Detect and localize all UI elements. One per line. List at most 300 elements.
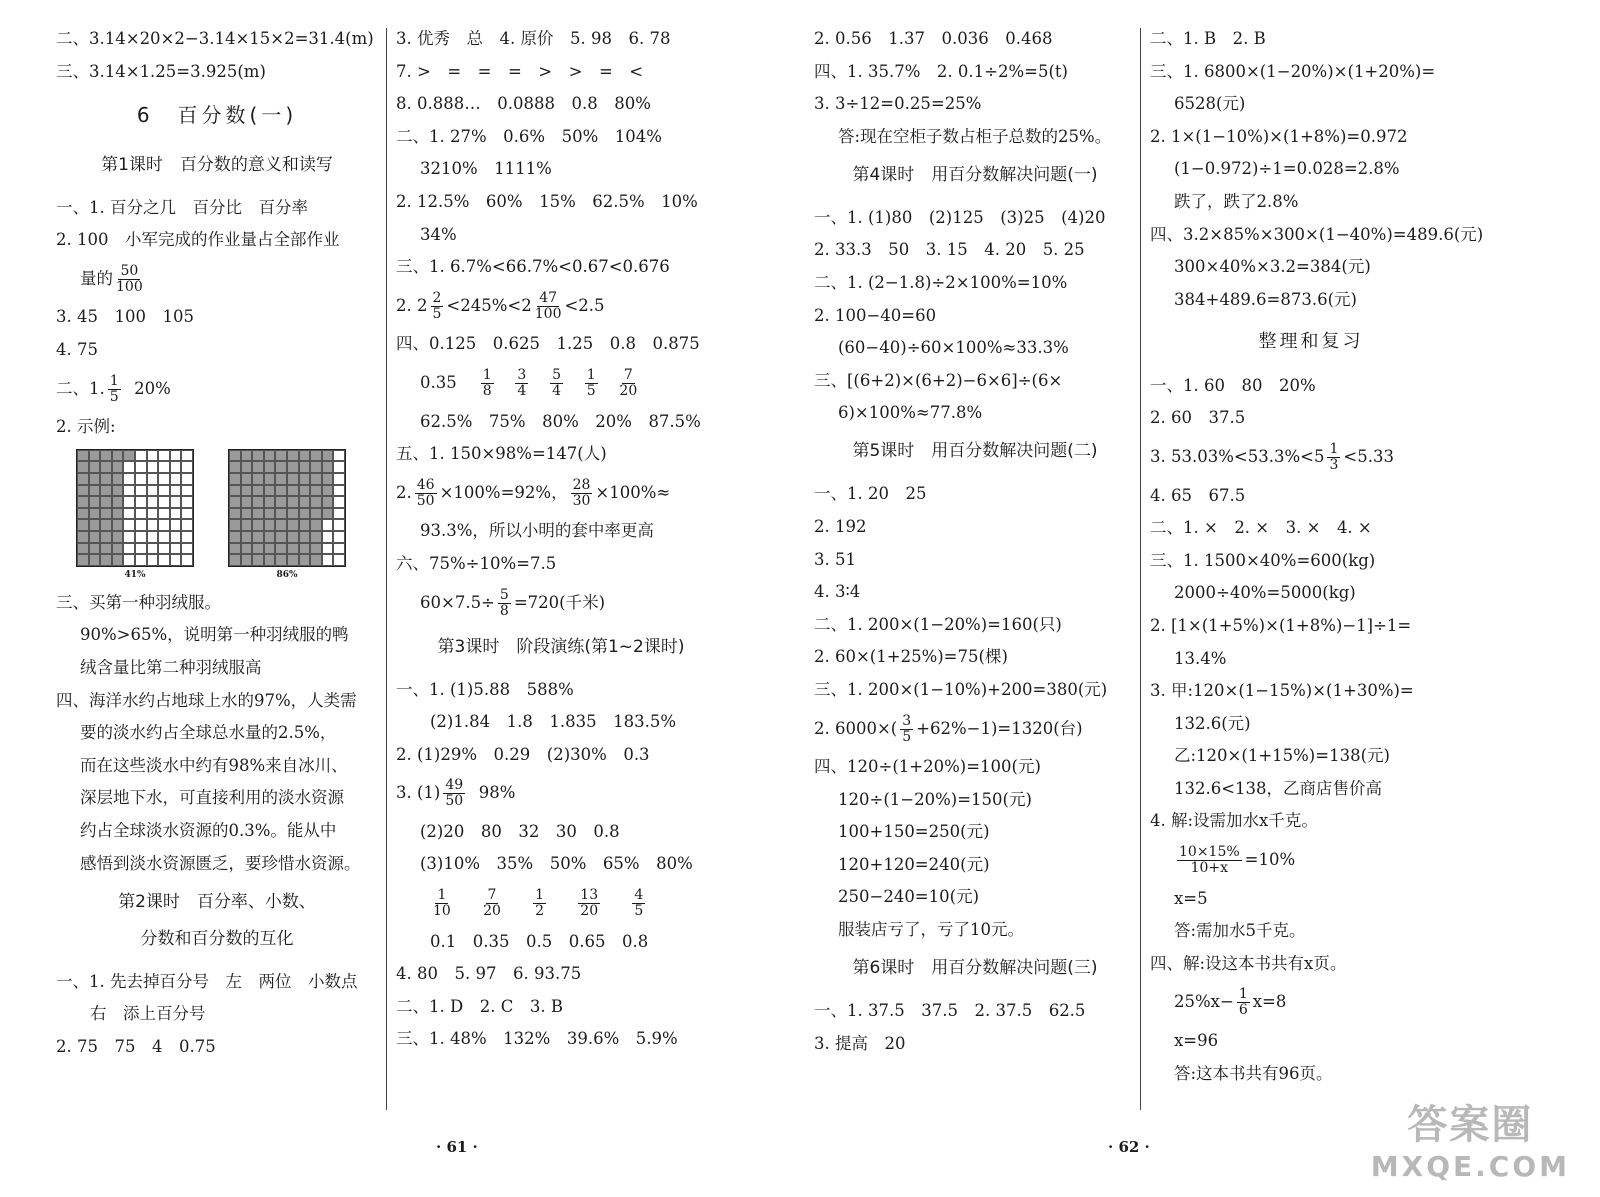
grid-cell <box>147 461 159 473</box>
grid-cell <box>322 554 334 566</box>
grid-cell <box>123 461 135 473</box>
grid-cell <box>77 450 89 462</box>
grid-cell <box>181 473 193 485</box>
grid-cell <box>112 519 124 531</box>
numerator: 5 <box>552 366 561 383</box>
text-line: 3210% 1111% <box>420 159 552 179</box>
fraction-row <box>396 366 726 400</box>
page-number: · 61 · <box>436 1138 478 1156</box>
text-line: 服装店亏了，亏了10元。 <box>838 920 1024 940</box>
grid-cell <box>264 519 276 531</box>
text-fragment: 2. 6000×( <box>814 718 898 738</box>
fraction <box>533 888 546 919</box>
grid-cell <box>100 450 112 462</box>
grid-cell <box>229 519 241 531</box>
grid-cell <box>322 519 334 531</box>
numerator: 3 <box>902 712 912 729</box>
numerator: 2 <box>432 289 442 306</box>
text-line: x=5 <box>1174 888 1208 908</box>
fraction <box>1327 442 1340 473</box>
grid-cell <box>287 496 299 508</box>
text-line: 2. 192 <box>814 516 867 536</box>
denominator: 4 <box>517 382 527 399</box>
text-line: 答:现在空柜子数占柜子总数的25%。 <box>838 126 1112 146</box>
text-line: 二、3.14×20×2−3.14×15×2=31.4(m) <box>56 29 374 48</box>
text-line: 4. 解:设需加水x千克。 <box>1150 811 1318 831</box>
grid-cell <box>89 531 101 543</box>
grid-cell <box>241 485 253 497</box>
fraction <box>578 888 600 919</box>
fraction <box>1177 845 1242 876</box>
text-line: 一、1. 百分之几 百分比 百分率 <box>56 197 308 217</box>
lesson-title: 分数和百分数的互化 <box>140 928 294 949</box>
grid-cell <box>77 496 89 508</box>
text-line: 答:这本书共有96页。 <box>1174 1063 1333 1083</box>
numerator: 49 <box>445 777 464 794</box>
grid-cell <box>333 519 345 531</box>
text-line <box>56 372 378 406</box>
grid-cell <box>287 473 299 485</box>
text-line <box>396 289 726 323</box>
grid-cell <box>158 485 170 497</box>
grid-cell <box>147 531 159 543</box>
denominator: 100 <box>116 278 143 295</box>
numerator: 10×15% <box>1179 844 1240 861</box>
grid-cell <box>229 531 241 543</box>
column-divider <box>1140 28 1141 1110</box>
fraction <box>632 888 645 919</box>
text-line: 一、1. 先去掉百分号 左 两位 小数点 <box>56 971 358 991</box>
grid-cell <box>264 496 276 508</box>
grid-cell <box>310 461 322 473</box>
denominator: 20 <box>483 903 501 920</box>
grid-cell <box>123 473 135 485</box>
text-line: 三、1. 6.7%<66.7%<0.67<0.6̇7̇6̇ <box>396 257 670 277</box>
grid-cell <box>100 508 112 520</box>
text-line: 2. 100−40=60 <box>814 305 937 325</box>
text-line: 3. 45 100 105 <box>56 307 194 327</box>
text-line: 6)×100%≈77.8% <box>838 403 983 423</box>
text-line: 300×40%×3.2=384(元) <box>1174 257 1371 277</box>
grid-cell <box>310 450 322 462</box>
grid-cell <box>264 450 276 462</box>
percent-grid-figures <box>76 449 378 580</box>
grid-cell <box>322 508 334 520</box>
text-line: 二、1. 27% 0.6% 50% 104% <box>396 126 662 146</box>
text-line: 四、3.2×85%×300×(1−40%)=489.6(元) <box>1150 224 1484 244</box>
hundred-grid <box>228 449 346 567</box>
text-line: 2. 33.3 50 3. 15 4. 20 5. 25 <box>814 240 1085 260</box>
grid-cell <box>112 450 124 462</box>
grid-cell <box>135 496 147 508</box>
text-line: 2. 示例: <box>56 417 116 437</box>
grid-cell <box>112 543 124 555</box>
numerator: 7 <box>623 366 633 383</box>
text-line: 132.6(元) <box>1174 713 1251 733</box>
text-fragment: 二、1. <box>56 378 105 398</box>
grid-cell <box>158 554 170 566</box>
hundred-grid <box>76 449 194 567</box>
grid-cell <box>229 496 241 508</box>
grid-cell <box>322 473 334 485</box>
grid-cell <box>89 519 101 531</box>
grid-cell <box>252 543 264 555</box>
lesson-title: 第5课时 用百分数解决问题(二) <box>852 441 1098 462</box>
grid-cell <box>170 450 182 462</box>
text-fragment: 0.35 <box>420 372 457 392</box>
grid-cell <box>264 531 276 543</box>
grid-cell <box>77 519 89 531</box>
grid-cell <box>229 485 241 497</box>
grid-cell <box>229 508 241 520</box>
grid-cell <box>123 531 135 543</box>
text-line: 三、1. 1500×40%=600(kg) <box>1150 550 1376 570</box>
grid-cell <box>310 508 322 520</box>
grid-cell <box>287 554 299 566</box>
text-line: 34% <box>420 224 457 244</box>
lesson-title: 第4课时 用百分数解决问题(一) <box>852 164 1098 185</box>
text-line: 2. [1×(1+5%)×(1+8%)−1]÷1= <box>1150 615 1412 635</box>
grid-cell <box>241 554 253 566</box>
text-line: 4. 3∶4 <box>814 582 861 602</box>
grid-cell <box>170 531 182 543</box>
grid-cell <box>123 519 135 531</box>
grid-cell <box>252 450 264 462</box>
grid-cell <box>123 496 135 508</box>
grid-cell <box>158 508 170 520</box>
grid-cell <box>333 554 345 566</box>
text-line: 3. 优秀 总 4. 原价 5. 98 6. 78 <box>396 29 671 48</box>
text-fragment: 2. <box>396 482 412 502</box>
text-line: 120÷(1−20%)=150(元) <box>838 789 1032 809</box>
text-fragment: =720(千米) <box>513 592 606 612</box>
grid-cell <box>89 473 101 485</box>
grid-cell <box>135 531 147 543</box>
grid-cell <box>89 554 101 566</box>
text-fragment: <2.5 <box>564 295 605 315</box>
grid-cell <box>310 554 322 566</box>
text-line: 2. 1×(1−10%)×(1+8%)=0.972 <box>1150 126 1408 146</box>
grid-cell <box>299 531 311 543</box>
denominator: 8 <box>482 382 492 399</box>
text-line: 3. 51 <box>814 549 856 569</box>
grid-cell <box>77 508 89 520</box>
grid-cell <box>77 554 89 566</box>
text-fragment: 2. 2 <box>396 295 428 315</box>
text-line: 四、海洋水约占地球上水的97%，人类需 <box>56 690 357 710</box>
grid-cell <box>287 461 299 473</box>
text-line: 三、[(6+2)×(6+2)−6×6]÷(6× <box>814 370 1063 390</box>
grid-cell <box>158 450 170 462</box>
numerator: 3 <box>517 366 527 383</box>
grid-cell <box>275 473 287 485</box>
grid-cell <box>158 519 170 531</box>
grid-cell <box>135 508 147 520</box>
grid-cell <box>275 508 287 520</box>
grid-cell <box>241 461 253 473</box>
grid-cell <box>252 473 264 485</box>
grid-cell <box>241 473 253 485</box>
grid-cell <box>287 450 299 462</box>
grid-cell <box>147 473 159 485</box>
grid-cell <box>252 508 264 520</box>
text-line <box>1150 843 1472 877</box>
grid-cell <box>123 508 135 520</box>
text-line: 100+150=250(元) <box>838 822 990 842</box>
column-3 <box>814 28 1136 1065</box>
grid-cell <box>299 473 311 485</box>
grid-cell <box>252 519 264 531</box>
text-line: (2)1.84 1.8 1.835 183.5% <box>430 712 677 732</box>
text-line: 3. 提高 20 <box>814 1033 906 1053</box>
grid-cell <box>170 473 182 485</box>
text-line: (2)20 80 32 30 0.8 <box>420 821 620 841</box>
grid-cell <box>100 461 112 473</box>
numerator: 1 <box>586 366 596 383</box>
text-line: (1−0.972)÷1=0.028=2.8% <box>1174 159 1400 179</box>
fraction <box>431 291 444 322</box>
grid-cell <box>112 485 124 497</box>
text-line: 深层地下水，可直接利用的淡水资源 <box>80 788 344 808</box>
grid-cell <box>181 461 193 473</box>
grid-cell <box>252 554 264 566</box>
fraction <box>108 374 121 405</box>
fraction-row <box>396 886 726 920</box>
fraction <box>550 368 563 399</box>
text-fragment: 60×7.5÷ <box>420 592 495 612</box>
grid-cell <box>158 461 170 473</box>
text-line: 93.3%，所以小明的套中率更高 <box>420 521 654 541</box>
fraction <box>433 888 451 919</box>
grid-cell <box>181 485 193 497</box>
grid-cell <box>333 496 345 508</box>
lesson-title: 第3课时 阶段演练(第1~2课时) <box>437 636 685 657</box>
text-line: 右 添上百分号 <box>90 1004 206 1024</box>
text-line: 2. (1)29% 0.29 (2)30% 0.3 <box>396 744 650 764</box>
denominator: 20 <box>619 382 638 399</box>
text-line: 384+489.6=873.6(元) <box>1174 289 1357 309</box>
text-line: 120+120=240(元) <box>838 854 990 874</box>
grid-cell <box>322 543 334 555</box>
grid-figure-86 <box>228 449 346 580</box>
grid-cell <box>170 543 182 555</box>
grid-cell <box>310 485 322 497</box>
grid-cell <box>181 531 193 543</box>
text-line: 三、买第一种羽绒服。 <box>56 592 221 612</box>
grid-cell <box>229 461 241 473</box>
numerator: 1 <box>1329 440 1339 457</box>
grid-cell <box>170 554 182 566</box>
grid-cell <box>77 485 89 497</box>
fraction <box>498 588 511 619</box>
numerator: 46 <box>416 476 435 493</box>
grid-cell <box>241 508 253 520</box>
text-line: 2. 75 75 4 0.75 <box>56 1036 216 1056</box>
text-fragment: +62%−1)=1320(台) <box>916 718 1083 738</box>
denominator: 30 <box>572 492 591 509</box>
grid-cell <box>77 531 89 543</box>
grid-cell <box>170 485 182 497</box>
text-fragment: =10% <box>1244 850 1296 870</box>
grid-cell <box>299 461 311 473</box>
text-fragment: 98% <box>478 783 516 803</box>
numerator: 28 <box>572 476 591 493</box>
text-line: 90%>65%，说明第一种羽绒服的鸭 <box>80 625 349 645</box>
text-line: 一、1. 37.5 37.5 2. 37.5 62.5 <box>814 1001 1086 1021</box>
grid-cell <box>100 519 112 531</box>
grid-cell <box>135 543 147 555</box>
text-line: 7. > = = = > > = < <box>396 61 644 81</box>
text-fragment: x=8 <box>1252 992 1287 1012</box>
grid-cell <box>170 461 182 473</box>
grid-cell <box>181 519 193 531</box>
grid-cell <box>181 554 193 566</box>
grid-cell <box>322 531 334 543</box>
text-fragment: 25%x− <box>1174 992 1234 1012</box>
column-2 <box>396 28 726 1061</box>
text-line: 二、1. × 2. × 3. × 4. × <box>1150 518 1372 538</box>
grid-cell <box>123 485 135 497</box>
text-line: 乙:120×(1+15%)=138(元) <box>1174 746 1390 766</box>
grid-cell <box>299 519 311 531</box>
fraction <box>116 264 143 295</box>
text-line: 0.1 0.35 0.5 0.65 0.8 <box>430 931 649 951</box>
grid-cell <box>147 519 159 531</box>
fraction <box>481 368 494 399</box>
column-1 <box>56 28 378 1068</box>
numerator: 4 <box>634 887 644 904</box>
text-line: 跌了，跌了2.8% <box>1174 191 1299 211</box>
grid-cell <box>181 543 193 555</box>
text-line: 4. 75 <box>56 339 98 359</box>
numerator: 1 <box>437 887 447 904</box>
fraction <box>443 778 465 809</box>
grid-cell <box>158 496 170 508</box>
grid-cell <box>275 543 287 555</box>
grid-cell <box>112 508 124 520</box>
fraction <box>415 478 437 509</box>
text-fragment: 20% <box>134 378 171 398</box>
denominator: 2 <box>535 903 545 920</box>
numerator: 1 <box>535 887 545 904</box>
text-line: 2. 60 37.5 <box>1150 408 1246 428</box>
grid-label: 86% <box>276 569 298 580</box>
numerator: 50 <box>120 262 139 279</box>
grid-cell <box>241 496 253 508</box>
grid-cell <box>275 485 287 497</box>
grid-cell <box>287 519 299 531</box>
grid-cell <box>333 450 345 462</box>
text-line: 2. 60×(1+25%)=75(棵) <box>814 647 1008 667</box>
text-line: 二、1. (2−1.8)÷2×100%=10% <box>814 272 1068 292</box>
text-line: (60−40)÷60×100%≈33.3% <box>838 338 1069 358</box>
denominator: 5 <box>902 728 912 745</box>
grid-cell <box>135 554 147 566</box>
text-line: 250−240=10(元) <box>838 887 980 907</box>
grid-cell <box>264 554 276 566</box>
grid-cell <box>299 554 311 566</box>
numerator: 1 <box>1238 986 1248 1003</box>
numerator: 5 <box>499 586 509 603</box>
grid-cell <box>100 496 112 508</box>
numerator: 7 <box>487 887 497 904</box>
text-line: 62.5% 75% 80% 20% 87.5% <box>420 411 701 431</box>
denominator: 5 <box>634 903 644 920</box>
grid-cell <box>241 519 253 531</box>
grid-cell <box>287 543 299 555</box>
text-line: 六、75%÷10%=7.5 <box>396 553 557 573</box>
text-line: 一、1. 60 80 20% <box>1150 375 1316 395</box>
denominator: 50 <box>445 793 464 810</box>
text-line: 四、解:设这本书共有x页。 <box>1150 953 1347 973</box>
grid-cell <box>287 485 299 497</box>
text-line: 三、1. 6800×(1−20%)×(1+20%)= <box>1150 61 1436 81</box>
fraction <box>571 478 593 509</box>
text-line: 答:需加水5千克。 <box>1174 921 1306 941</box>
grid-cell <box>100 543 112 555</box>
grid-cell <box>123 543 135 555</box>
grid-cell <box>275 450 287 462</box>
denominator: 3 <box>1329 456 1339 473</box>
denominator: 50 <box>416 492 435 509</box>
text-line: 三、1. 200×(1−10%)+200=380(元) <box>814 679 1108 699</box>
numerator: 47 <box>539 289 558 306</box>
denominator: 5 <box>109 388 119 405</box>
grid-cell <box>333 473 345 485</box>
grid-cell <box>89 543 101 555</box>
watermark-main: 答案圈 <box>1407 1102 1534 1148</box>
grid-cell <box>170 496 182 508</box>
grid-cell <box>158 531 170 543</box>
grid-cell <box>310 543 322 555</box>
watermark-sub: MXQE.COM <box>1370 1150 1570 1183</box>
text-line: 约占全球淡水资源的0.3%。能从中 <box>80 820 337 840</box>
text-line: 一、1. (1)80 (2)125 (3)25 (4)20 <box>814 207 1106 227</box>
grid-cell <box>135 461 147 473</box>
column-divider <box>386 28 387 1110</box>
lesson-title: 第6课时 用百分数解决问题(三) <box>852 958 1098 979</box>
grid-cell <box>322 496 334 508</box>
text-line: 三、1. 48% 132% 39.6% 5.9% <box>396 1029 678 1049</box>
denominator: 5 <box>432 305 442 322</box>
grid-cell <box>310 496 322 508</box>
numerator: 1 <box>482 366 492 383</box>
grid-cell <box>181 508 193 520</box>
grid-cell <box>241 543 253 555</box>
text-line: 2000÷40%=5000(kg) <box>1174 583 1356 603</box>
grid-cell <box>333 543 345 555</box>
text-line: 四、1. 35.7% 2. 0.1÷2%=5(t) <box>814 61 1068 81</box>
grid-cell <box>333 508 345 520</box>
grid-label: 41% <box>124 569 146 580</box>
text-line: 四、0.125 0.625 1.25 0.8 0.875 <box>396 334 700 354</box>
text-line: x=96 <box>1174 1031 1219 1051</box>
text-fragment: <245%<2 <box>446 295 532 315</box>
text-line: 五、1. 150×98%=147(人) <box>396 444 607 464</box>
grid-cell <box>252 461 264 473</box>
lesson-title: 第1课时 百分数的意义和读写 <box>101 154 333 175</box>
grid-cell <box>77 461 89 473</box>
grid-cell <box>147 508 159 520</box>
grid-figure-41 <box>76 449 194 580</box>
grid-cell <box>333 461 345 473</box>
text-line: 3. 甲:120×(1−15%)×(1+30%)= <box>1150 681 1414 701</box>
grid-cell <box>322 450 334 462</box>
grid-cell <box>310 519 322 531</box>
grid-cell <box>299 496 311 508</box>
grid-cell <box>147 554 159 566</box>
denominator: 8 <box>499 602 509 619</box>
